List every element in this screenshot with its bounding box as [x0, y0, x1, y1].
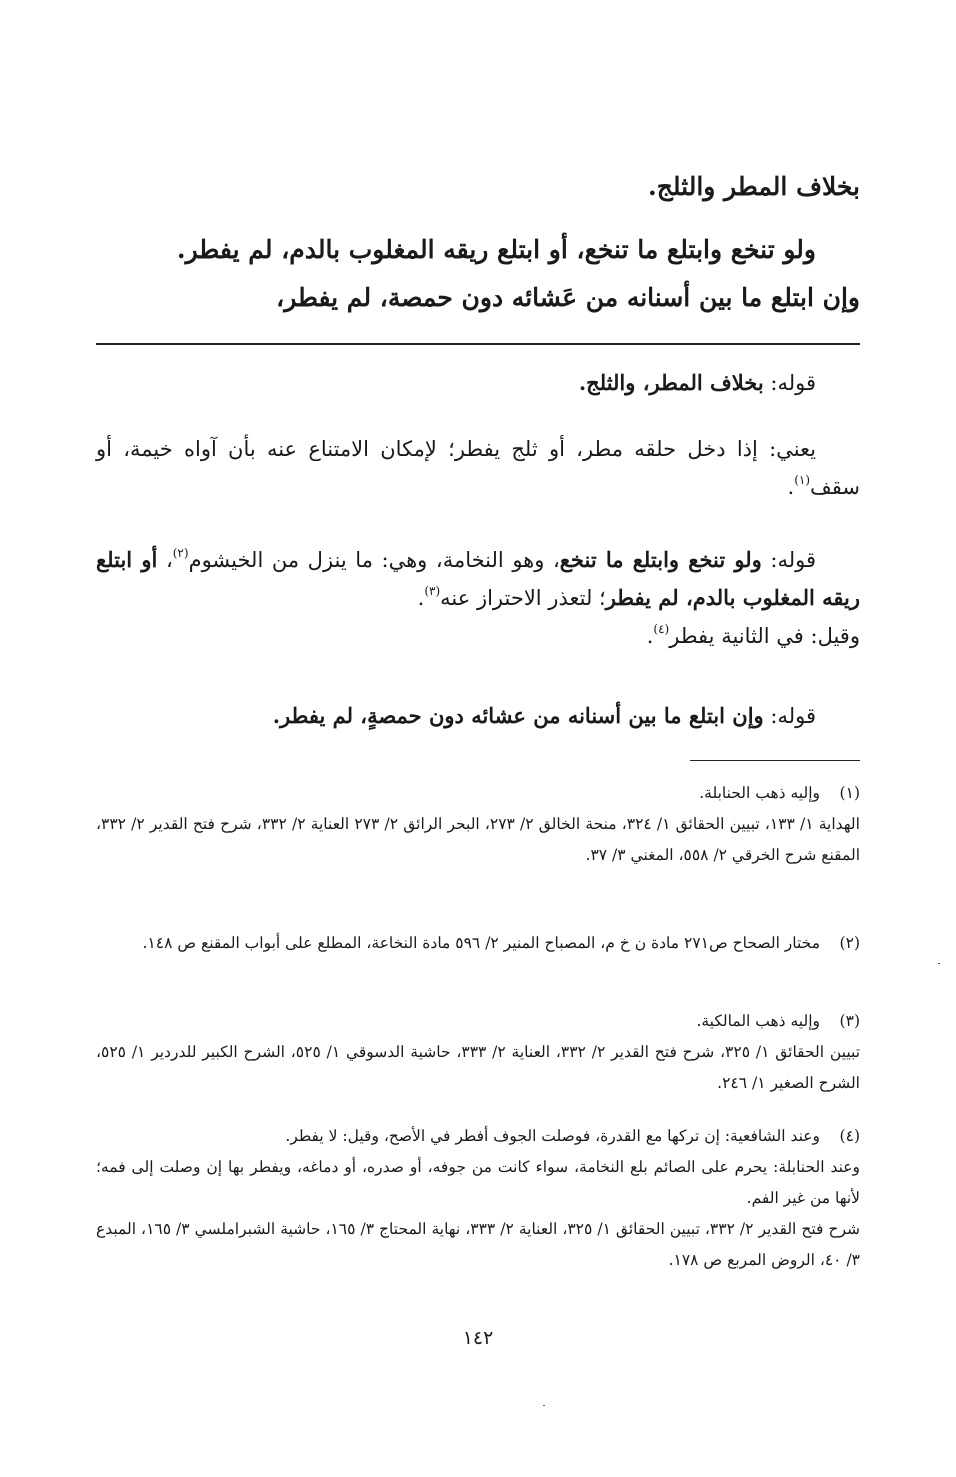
footnote-number: (١) — [839, 784, 860, 802]
page-number: ١٤٢ — [462, 1327, 494, 1349]
scan-speck — [543, 1405, 545, 1406]
main-text-line-3 — [96, 274, 860, 322]
footnote-ref: (٤) — [653, 622, 670, 636]
qawluhu-label: قوله: — [761, 548, 817, 572]
footnote-text: وعند الشافعية: إن تركها مع القدرة، فوصلت الجوف أفطر في الأصح، وقيل: لا يفطر. — [285, 1127, 820, 1145]
commentary-para-3 — [96, 541, 860, 655]
footnote-sources: الهداية ١/ ١٣٣، تبيين الحقائق ١/ ٣٢٤، منحة الخالق ٢/ ٢٧٣، البحر الرائق ٢/ ٢٧٣ العناية ٢/ ٣٣٢، شرح فتح القدير ٢/ ٣٣٢، المقنع شرح الخرقي ٢/ ٥٥٨، المغني ٣/ ٣٧. — [96, 815, 860, 864]
commentary-text: . — [417, 586, 425, 610]
quoted-matn: وإن ابتلع ما بين أسنانه من عشائه دون حمصةٍ، لم يفطر. — [272, 703, 764, 728]
commentary-text: ، — [157, 548, 173, 572]
commentary-text: ، وهو النخامة، وهي: ما ينزل من الخيشوم — [188, 548, 560, 572]
footnote-2 — [96, 928, 860, 959]
main-line-3: وإن ابتلع ما بين أسنانه من عَشائه دون حمصة، لم يفطر، — [276, 283, 860, 312]
footnote-separator — [690, 760, 860, 761]
main-line-2: ولو تنخع وابتلع ما تنخع، أو ابتلع ريقه المغلوب بالدم، لم يفطر. — [176, 235, 816, 264]
main-text-line-1 — [96, 163, 860, 211]
footnote-ref: (٣) — [424, 584, 441, 598]
footnote-ref: (١) — [794, 473, 811, 487]
main-line-1: بخلاف المطر والثلج. — [648, 172, 860, 201]
footnote-3 — [96, 1006, 860, 1099]
commentary-para-1 — [96, 364, 860, 402]
footnote-sources: شرح فتح القدير ٢/ ٣٣٢، تبيين الحقائق ١/ ٣٢٥، العناية ٢/ ٣٣٣، نهاية المحتاج ٣/ ١٦٥، حاشية الشبراملسي ٣/ ١٦٥، المبدع ٣/ ٤٠، الروض المربع ص ١٧٨. — [96, 1220, 860, 1269]
footnote-text: وعند الحنابلة: يحرم على الصائم بلع النخامة، سواء كانت من جوفه، أو صدره، أو دماغه، ويفطر بها إن وصلت إلى فمه؛ لأنها من غير الفم. — [96, 1158, 860, 1207]
commentary-text: يعني: إذا دخل حلقه مطر، أو ثلج يفطر؛ لإمكان الامتناع عنه بأن آواه خيمة، أو سقف — [96, 437, 860, 499]
footnote-sources: تبيين الحقائق ١/ ٣٢٥، شرح فتح القدير ٢/ ٣٣٢، العناية ٢/ ٣٣٣، حاشية الدسوقي ١/ ٥٢٥، الشرح الكبير للدردير ١/ ٥٢٥، الشرح الصغير ١/ ٢٤٦. — [96, 1043, 861, 1092]
footnote-number: (٣) — [839, 1012, 860, 1030]
commentary-text: وقيل: في الثانية يفطر — [669, 624, 860, 648]
footnote-text: وإليه ذهب الحنابلة. — [699, 784, 820, 802]
commentary-text: . — [646, 624, 654, 648]
quoted-matn: ولو تنخع وابتلع ما تنخع — [559, 547, 762, 572]
commentary-para-4 — [96, 697, 860, 735]
footnote-ref: (٢) — [172, 546, 189, 560]
commentary-text: ؛ لتعذر الاحتراز عنه — [440, 586, 606, 610]
footnote-4 — [96, 1121, 860, 1276]
footnote-number: (٤) — [839, 1127, 860, 1145]
main-text-line-2 — [96, 226, 860, 274]
footnote-number: (٢) — [839, 934, 860, 952]
quoted-matn: أو ابتلع ريقه المغلوب بالدم، لم يفطر — [96, 547, 860, 610]
main-text-separator — [96, 343, 860, 345]
commentary-para-2 — [96, 430, 860, 506]
quoted-matn: بخلاف المطر، والثلج. — [578, 370, 764, 395]
scan-speck — [938, 963, 940, 964]
footnote-text: وإليه ذهب المالكية. — [696, 1012, 820, 1030]
footnote-text: مختار الصحاح ص٢٧١ مادة ن خ م، المصباح المنير ٢/ ٥٩٦ مادة النخاعة، المطلع على أبواب المقنع ص ١٤٨. — [142, 934, 820, 952]
commentary-line — [96, 617, 860, 655]
commentary-text: . — [787, 475, 795, 499]
qawluhu-label: قوله: — [763, 704, 816, 728]
qawluhu-label: قوله: — [763, 371, 816, 395]
footnote-1 — [96, 778, 860, 871]
